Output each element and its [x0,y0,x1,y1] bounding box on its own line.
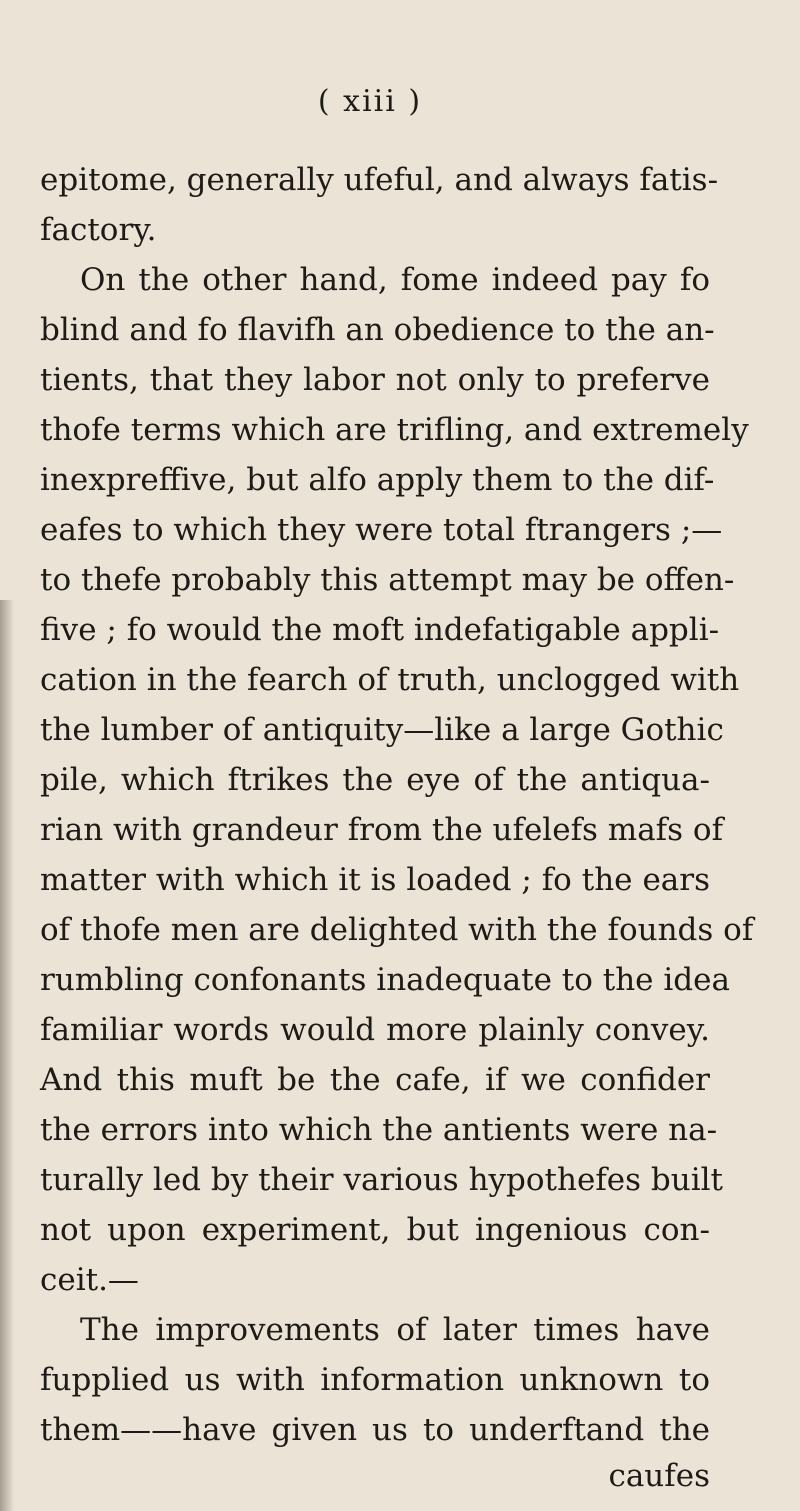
text-line: On the other hand, fome indeed pay fo [80,262,710,298]
text-line: eafes to which they were total ftrangers ;— [40,512,723,548]
text-line: ceit.— [40,1262,139,1298]
text-line: tients, that they labor not only to preferve [40,362,710,398]
binding-shadow [0,600,14,1511]
text-line: rumbling confonants inadequate to the idea [40,962,730,998]
text-line: inexpreffive, but alfo apply them to the dif- [40,462,715,498]
text-line: factory. [40,212,157,248]
text-line: pile, which ftrikes the eye of the antiqua- [40,762,710,798]
text-line: to thefe probably this attempt may be offen- [40,562,735,598]
text-line: The improvements of later times have [80,1312,710,1348]
text-line: fupplied us with information unknown to [40,1362,710,1398]
text-line: matter with which it is loaded ; fo the ears [40,862,710,898]
text-line: the errors into which the antients were na- [40,1112,718,1148]
text-line: the lumber of antiquity—like a large Gothic [40,712,724,748]
text-line: familiar words would more plainly convey. [40,1012,710,1048]
text-line: not upon experiment, but ingenious con- [40,1212,710,1248]
catchword: caufes [608,1458,710,1494]
page-number: ( xiii ) [317,84,423,119]
text-line: blind and fo flavifh an obedience to the an- [40,312,715,348]
text-line: rian with grandeur from the ufelefs mafs of [40,812,724,848]
text-line: turally led by their various hypothefes built [40,1162,723,1198]
text-line: And this muft be the cafe, if we confider [40,1062,710,1098]
text-line: of thofe men are delighted with the founds of [40,912,754,948]
text-line: cation in the fearch of truth, unclogged with [40,662,740,698]
text-line: five ; fo would the moft indefatigable appli- [40,612,720,648]
text-line: thofe terms which are trifling, and extremely [40,412,749,448]
text-line: epitome, generally ufeful, and always fatis- [40,162,719,198]
text-line: them——have given us to underftand the [40,1412,710,1448]
